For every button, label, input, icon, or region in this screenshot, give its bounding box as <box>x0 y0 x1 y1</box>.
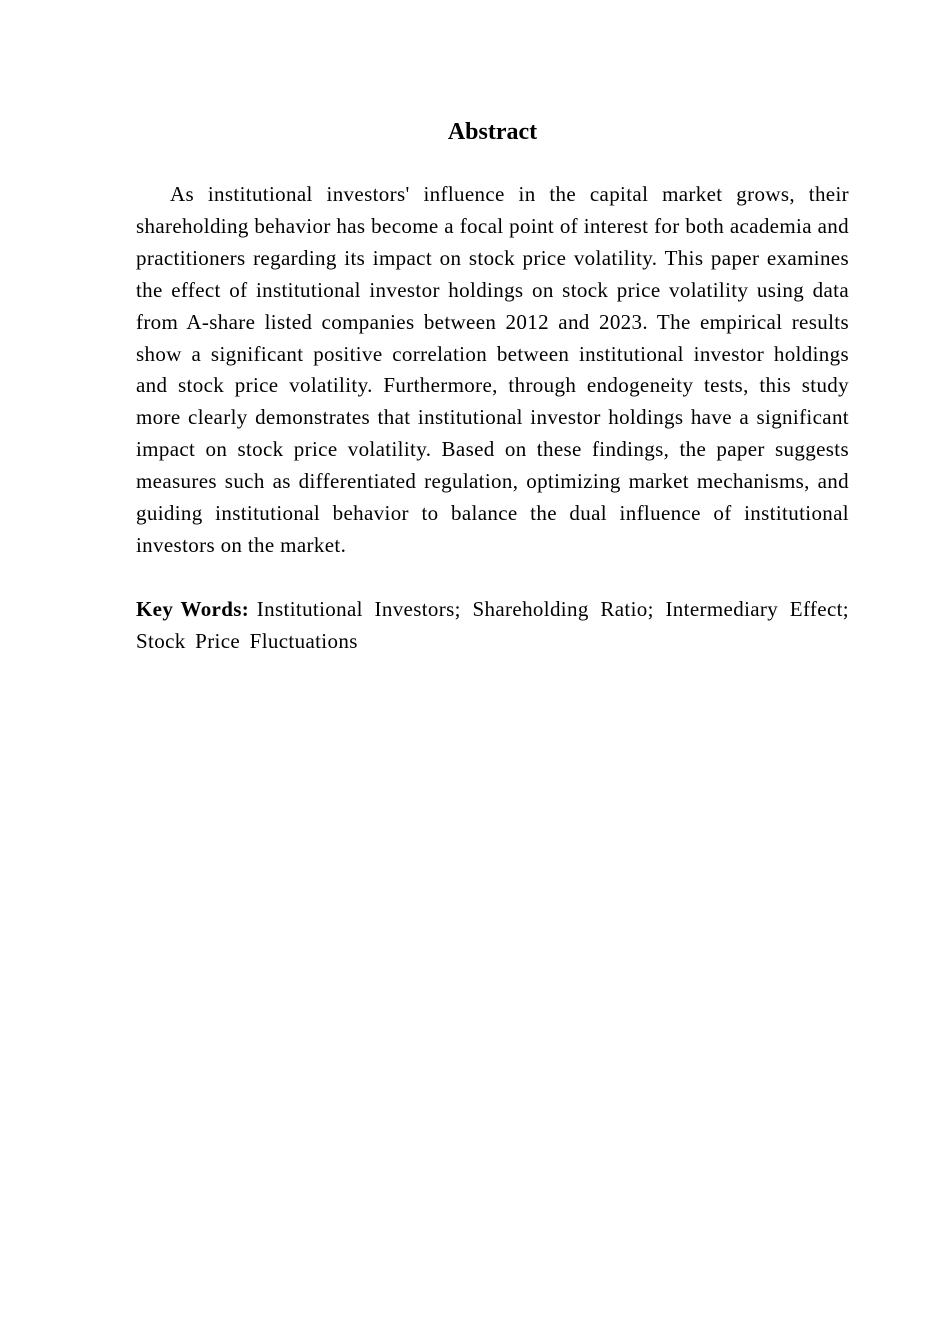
abstract-section <box>136 115 849 658</box>
page-title: Abstract <box>447 119 538 145</box>
keywords-label: Key Words: <box>136 596 250 621</box>
keywords-paragraph <box>136 594 849 658</box>
abstract-body: As institutional investors' influence in the capital market grows, their shareholding behavior has become a focal point of interest for both academia and practitioners regarding its impact on stock price volatility. This paper examines the effect of institutional investor holdings on stock price volatility using data from A-share listed companies between 2012 and 2023. The empirical results show a significant positive correlation between institutional investor holdings and stock price volatility. Furthermore, through endogeneity tests, this study more clearly demonstrates that institutional investor holdings have a significant impact on stock price volatility. Based on these findings, the paper suggests measures such as differentiated regulation, optimizing market mechanisms, and guiding institutional behavior to balance the dual influence of institutional investors on the market. <box>136 182 849 557</box>
keywords-text: Institutional Investors; Shareholding Ratio; Intermediary Effect; Stock Price Fluctuations <box>136 596 849 653</box>
